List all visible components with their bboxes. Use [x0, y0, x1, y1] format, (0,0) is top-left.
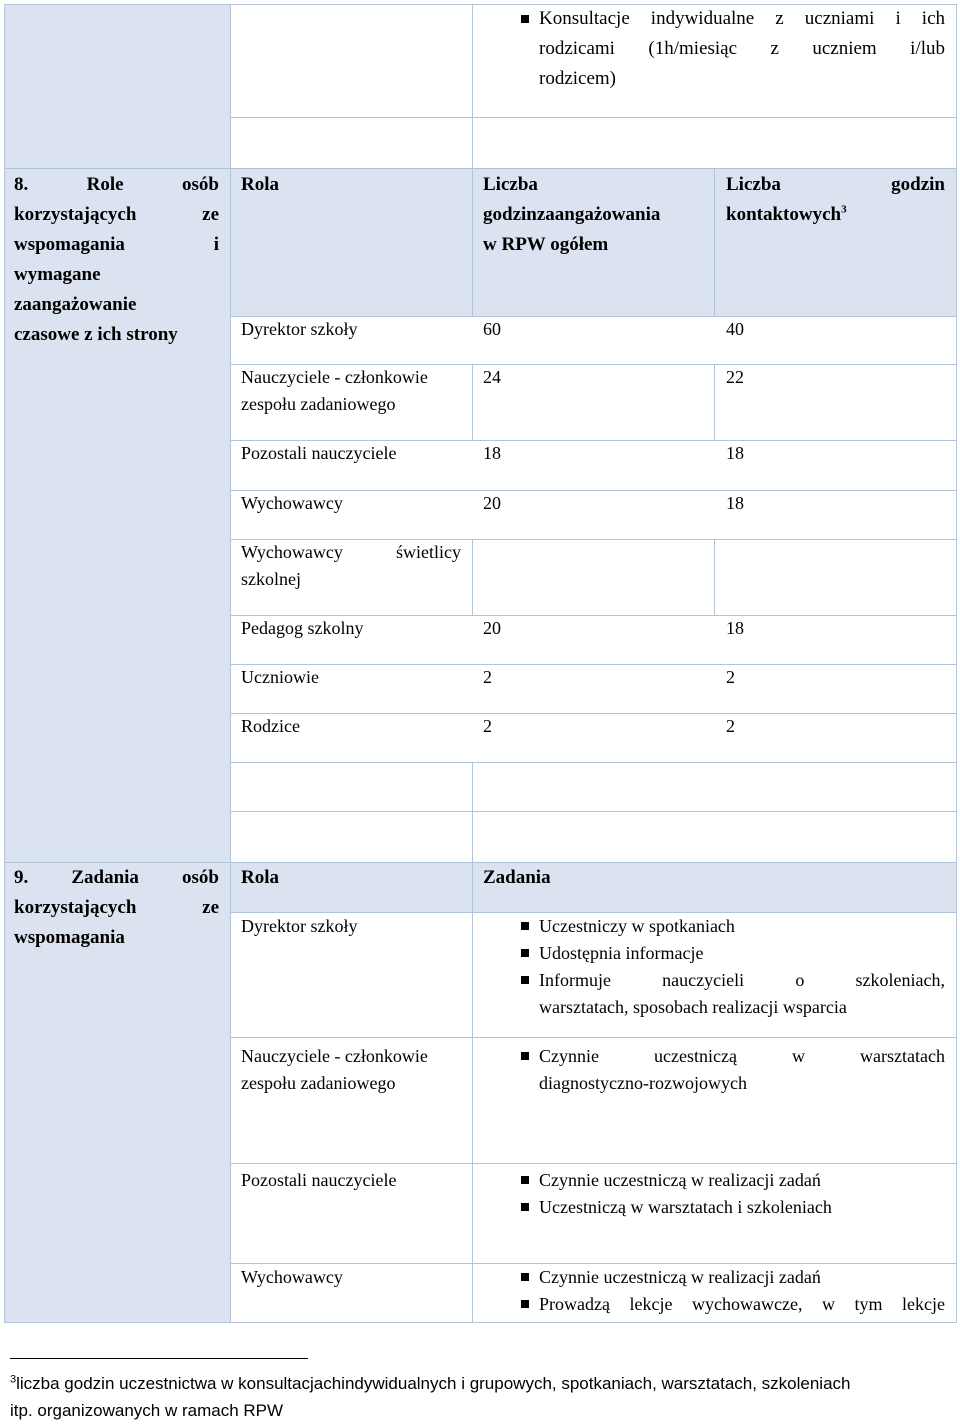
task-item: Udostępnia informacje: [521, 940, 945, 967]
row-contact: 18: [726, 493, 744, 513]
section8-label: 8. Role osób korzystających ze wspomagania i wymagane zaangażowanie czasowe z ich strony: [14, 174, 219, 345]
task-role: Wychowawcy: [241, 1267, 343, 1287]
row-total: 2: [483, 667, 492, 687]
row-contact: 2: [726, 716, 735, 736]
row-role: Dyrektor szkoły: [241, 319, 358, 339]
row-contact: 22: [726, 367, 744, 387]
section9-label: 9. Zadania osób korzystających ze wspomagania: [14, 867, 219, 948]
row-role: Wychowawcy: [241, 493, 343, 513]
row-role: Pedagog szkolny: [241, 618, 364, 638]
task-item: Czynnie uczestniczą w realizacji zadań: [521, 1167, 945, 1194]
section9-header-shade: [230, 862, 956, 912]
top-row-bullet: Konsultacje indywidualne z uczniami i ich rodzicami (1h/miesiąc z uczniem i/lub rodzicem): [521, 4, 945, 94]
row-total: 20: [483, 493, 501, 513]
row-contact: 2: [726, 667, 735, 687]
task-item: Czynnie uczestniczą w realizacji zadań: [521, 1264, 945, 1291]
footnote: $^3$liczba godzin uczestnictwa w konsultacjachindywidualnych i grupowych, spotkaniach, warsztatach, szkoleniach itp. organizowanych w ramach RPW: [10, 1373, 851, 1420]
row-role: Wychowawcy świetlicy szkolnej: [241, 542, 461, 589]
row-total: 18: [483, 443, 501, 463]
row-contact: 18: [726, 618, 744, 638]
task-item: Uczestniczą w warsztatach i szkoleniach: [521, 1194, 945, 1221]
task-item: Czynnie uczestniczą w warsztatach diagnostyczno-rozwojowych: [521, 1043, 945, 1097]
section8-header-rola: Rola: [241, 174, 279, 195]
task-item: Prowadzą lekcje wychowawcze, w tym lekcje: [521, 1291, 945, 1318]
task-role: Pozostali nauczyciele: [241, 1170, 397, 1190]
section8-header-contact: Liczba godzin kontaktowych$^3$: [726, 174, 945, 225]
row-role: Uczniowie: [241, 667, 319, 687]
section9-header-rola: Rola: [241, 867, 279, 888]
row-role: Rodzice: [241, 716, 300, 736]
row-contact: 18: [726, 443, 744, 463]
row-total: 2: [483, 716, 492, 736]
task-role: Dyrektor szkoły: [241, 916, 358, 936]
task-item: Uczestniczy w spotkaniach: [521, 913, 945, 940]
section9-header-zadania: Zadania: [483, 867, 551, 888]
row-contact: 40: [726, 319, 744, 339]
task-item: Informuje nauczycieli o szkoleniach, warsztatach, sposobach realizacji wsparcia: [521, 967, 945, 1021]
row-total: 24: [483, 367, 501, 387]
row-role: Nauczyciele - członkowie zespołu zadaniowego: [241, 367, 428, 414]
task-role: Nauczyciele - członkowie zespołu zadaniowego: [241, 1046, 428, 1093]
footnote-separator: [10, 1358, 308, 1359]
top-left-shade: [4, 4, 230, 168]
row-total: 60: [483, 319, 501, 339]
row-role: Pozostali nauczyciele: [241, 443, 397, 463]
section8-header-total: Liczba godzinzaangażowania w RPW ogółem: [483, 174, 661, 255]
row-total: 20: [483, 618, 501, 638]
